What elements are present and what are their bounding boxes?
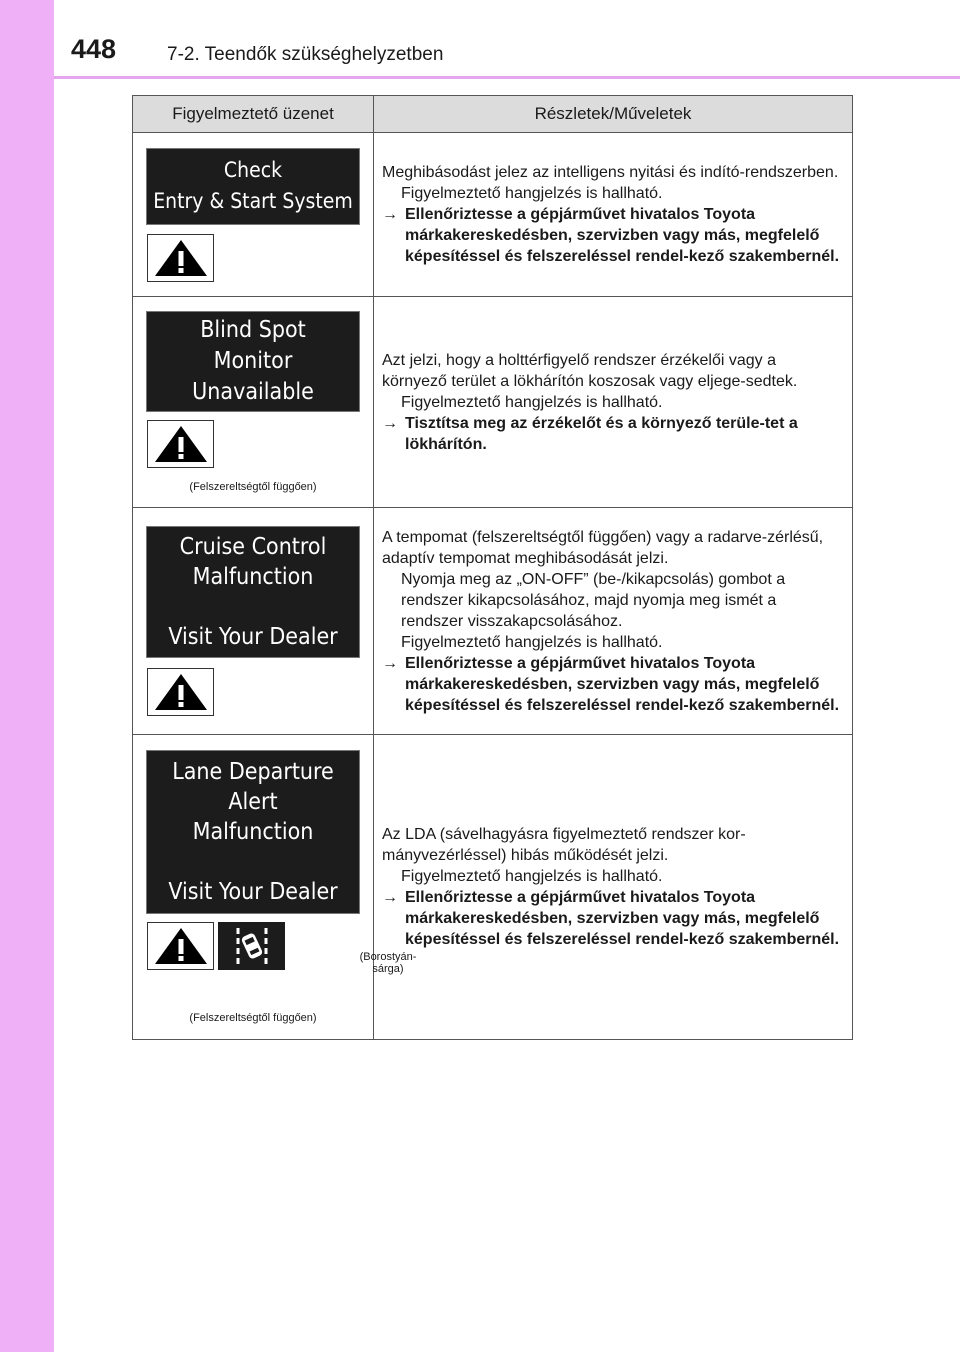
- description-text: Meghibásodást jelez az intelligens nyitási és indító-rendszerben.: [382, 164, 839, 181]
- details-cell: [374, 133, 853, 297]
- display-line: Unavailable: [192, 379, 314, 405]
- action-item: [382, 653, 840, 716]
- display-line: Alert: [228, 789, 278, 815]
- display-line: Monitor: [213, 348, 293, 374]
- table-header-row: [133, 96, 853, 133]
- warning-triangle-icon: [147, 420, 214, 468]
- column-header-details: Részletek/Műveletek: [374, 96, 853, 133]
- icon-row: [147, 234, 373, 282]
- sound-text: Figyelmeztető hangjelzés is hallható.: [401, 868, 663, 885]
- warning-message-table: [132, 95, 853, 1040]
- display-line: Malfunction: [192, 564, 314, 590]
- description-text: Azt jelzi, hogy a holttérfigyelő rendszer érzékelői vagy a környező terület a lökhárítón koszosak vagy eljege-sedtek.: [382, 351, 798, 390]
- arrow-icon: →: [382, 206, 398, 223]
- display-line: Entry & Start System: [153, 189, 353, 213]
- action-item: [382, 204, 840, 267]
- message-cell: [133, 133, 374, 297]
- action-text: Tisztítsa meg az érzékelőt és a környező terüle-tet a lökhárítón.: [405, 414, 798, 453]
- lane-departure-icon: [218, 922, 285, 970]
- details-cell: [374, 508, 853, 735]
- table-row: [133, 133, 853, 297]
- display-line: Visit Your Dealer: [168, 624, 338, 650]
- page-number: 448: [71, 34, 117, 64]
- section-title: 7-2. Teendők szükséghelyzetben: [167, 44, 444, 65]
- display-screen: [146, 750, 360, 914]
- sound-text: Figyelmeztető hangjelzés is hallható.: [401, 393, 663, 411]
- display-line: Malfunction: [192, 819, 314, 845]
- display-line: Visit Your Dealer: [168, 879, 338, 905]
- column-header-message: Figyelmeztető üzenet: [133, 96, 374, 133]
- action-text: Ellenőriztesse a gépjárművet hivatalos Toyota márkakereskedésben, szervizben vagy más, megfelelő képesítéssel és felszereléssel rendel-kező szakembernél.: [405, 654, 840, 714]
- details-cell: [374, 297, 853, 508]
- availability-note: (Felszereltségtől függően): [189, 1012, 317, 1024]
- icon-row: [147, 668, 373, 716]
- icon-row: [147, 420, 373, 468]
- availability-note: (Felszereltségtől függően): [189, 481, 317, 493]
- action-item: [382, 887, 840, 950]
- table-row: [133, 735, 853, 1040]
- instruction-text: Nyomja meg az „ON-OFF” (be-/kikapcsolás) gombot a rendszer kikapcsolásához, majd nyomja meg ismét a rendszer visszakapcsolásához.: [401, 570, 786, 630]
- display-screen: [146, 526, 360, 658]
- message-cell: [133, 735, 417, 1040]
- display-line: [147, 847, 359, 877]
- table-row: [133, 508, 853, 735]
- table-row: [133, 297, 853, 508]
- warning-triangle-icon: [147, 668, 214, 716]
- header-line: [54, 76, 960, 79]
- amber-note-text: (Borostyán- sárga): [359, 951, 417, 975]
- display-line: Lane Departure: [172, 759, 334, 785]
- arrow-icon: →: [382, 889, 398, 906]
- icon-row: [147, 922, 373, 970]
- action-text: Ellenőriztesse a gépjárművet hivatalos Toyota márkakereskedésben, szervizben vagy más, megfelelő képesítéssel és felszereléssel rendel-kező szakembernél.: [405, 206, 840, 265]
- display-line: Blind Spot: [200, 317, 306, 343]
- message-cell: [133, 508, 374, 735]
- display-screen: [146, 148, 360, 225]
- sound-text: Figyelmeztető hangjelzés is hallható.: [401, 185, 663, 202]
- description-text: Az LDA (sávelhagyásra figyelmeztető rendszer kor-mányvezérléssel) hibás működését jelzi.: [382, 826, 746, 864]
- warning-triangle-icon: [147, 922, 214, 970]
- display-screen: [146, 311, 360, 412]
- action-text: Ellenőriztesse a gépjárművet hivatalos Toyota márkakereskedésben, szervizben vagy más, megfelelő képesítéssel és felszereléssel rendel-kező szakembernél.: [405, 889, 840, 948]
- details-cell: [374, 735, 853, 1040]
- display-line: Check: [223, 158, 283, 182]
- amber-note: [353, 951, 423, 975]
- side-bar: [0, 0, 54, 1352]
- display-line: [147, 592, 359, 622]
- description-text: A tempomat (felszereltségtől függően) vagy a radarve-zérlésű, adaptív tempomat meghibásodását jelzi.: [382, 528, 824, 567]
- arrow-icon: →: [382, 654, 398, 672]
- warning-triangle-icon: [147, 234, 214, 282]
- action-item: [382, 413, 840, 455]
- sound-text: Figyelmeztető hangjelzés is hallható.: [401, 633, 663, 651]
- display-line: Cruise Control: [179, 534, 327, 560]
- arrow-icon: →: [382, 414, 398, 432]
- message-cell: [133, 297, 374, 508]
